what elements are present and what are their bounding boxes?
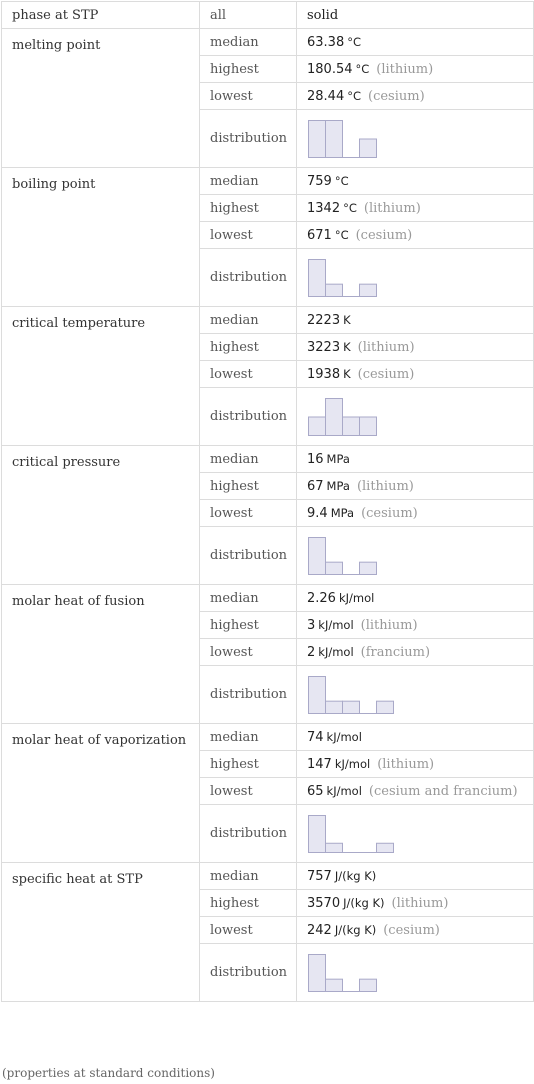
value-unit: kJ/mol <box>326 729 362 744</box>
value-number: 3570 <box>307 895 341 911</box>
stat-label-highest: highest <box>200 751 297 778</box>
element-note: (cesium) <box>368 88 425 104</box>
histogram-bar <box>309 417 326 436</box>
distribution-histogram <box>307 535 377 576</box>
stat-row-median <box>2 863 534 890</box>
value-unit: K <box>343 366 351 381</box>
stat-label-median: median <box>200 585 297 612</box>
value-number: 74 <box>307 729 324 745</box>
stat-label-median: median <box>200 29 297 56</box>
stat-label-distribution: distribution <box>200 944 297 1002</box>
distribution-cell <box>297 110 534 168</box>
stat-value-median <box>297 724 534 751</box>
property-name: boiling point <box>2 168 200 307</box>
stat-value-lowest <box>297 222 534 249</box>
header-filter: all <box>200 2 297 29</box>
property-name: melting point <box>2 29 200 168</box>
element-note: (cesium) <box>355 227 413 243</box>
element-note: (lithium) <box>357 339 415 355</box>
stat-value-highest <box>297 890 534 917</box>
value-unit: MPa <box>330 505 355 520</box>
stat-label-highest: highest <box>200 473 297 500</box>
value-unit: °C <box>334 227 349 242</box>
histogram-bar <box>326 284 343 296</box>
element-note: (cesium) <box>357 366 415 382</box>
histogram-bar <box>309 538 326 575</box>
value-unit: °C <box>347 88 361 103</box>
value-number: 2 <box>307 644 316 660</box>
header-phase: solid <box>297 2 534 29</box>
value-number: 28.44 <box>307 88 345 104</box>
value-number: 242 <box>307 922 332 938</box>
stat-label-lowest: lowest <box>200 222 297 249</box>
histogram-bar <box>309 677 326 714</box>
stat-label-distribution: distribution <box>200 110 297 168</box>
value-unit: °C <box>334 173 349 188</box>
stat-value-lowest <box>297 500 534 527</box>
stat-label-median: median <box>200 168 297 195</box>
element-note: (lithium) <box>360 617 418 633</box>
value-number: 2223 <box>307 312 341 328</box>
value-number: 757 <box>307 868 332 884</box>
distribution-cell <box>297 666 534 724</box>
stat-value-highest <box>297 612 534 639</box>
element-note: (lithium) <box>356 478 414 494</box>
header-property: phase at STP <box>2 2 200 29</box>
property-name: molar heat of vaporization <box>2 724 200 863</box>
histogram-bar <box>309 121 326 158</box>
value-number: 1342 <box>307 200 341 216</box>
stat-row-median <box>2 585 534 612</box>
value-number: 147 <box>307 756 332 772</box>
value-number: 1938 <box>307 366 341 382</box>
stat-label-lowest: lowest <box>200 639 297 666</box>
stat-value-median <box>297 446 534 473</box>
stat-row-median <box>2 724 534 751</box>
property-name: critical temperature <box>2 307 200 446</box>
stat-label-median: median <box>200 446 297 473</box>
value-unit: J/(kg K) <box>334 868 377 883</box>
histogram-bar <box>326 399 343 436</box>
stat-value-highest <box>297 334 534 361</box>
histogram-bar <box>360 284 377 296</box>
stat-value-lowest <box>297 83 534 110</box>
value-number: 671 <box>307 227 332 243</box>
histogram-bar <box>343 701 360 713</box>
histogram-bar <box>326 843 343 852</box>
value-unit: J/(kg K) <box>334 922 377 937</box>
histogram-bar <box>326 701 343 713</box>
stat-label-median: median <box>200 863 297 890</box>
histogram-bar <box>309 955 326 992</box>
value-unit: °C <box>355 61 370 76</box>
property-name: critical pressure <box>2 446 200 585</box>
header-row <box>2 2 534 29</box>
histogram-bar <box>360 979 377 991</box>
value-number: 9.4 <box>307 505 328 521</box>
value-number: 63.38 <box>307 34 345 50</box>
stat-label-lowest: lowest <box>200 83 297 110</box>
stat-label-highest: highest <box>200 334 297 361</box>
histogram-bar <box>343 417 360 436</box>
stat-label-median: median <box>200 307 297 334</box>
histogram-bar <box>377 701 394 713</box>
stat-value-highest <box>297 195 534 222</box>
stat-label-lowest: lowest <box>200 778 297 805</box>
stat-value-median <box>297 863 534 890</box>
distribution-histogram <box>307 257 377 298</box>
stat-label-distribution: distribution <box>200 249 297 307</box>
stat-value-median <box>297 585 534 612</box>
stat-value-lowest <box>297 778 534 805</box>
histogram-bar <box>326 979 343 991</box>
stat-label-distribution: distribution <box>200 388 297 446</box>
stat-value-lowest <box>297 361 534 388</box>
value-unit: K <box>343 339 351 354</box>
distribution-cell <box>297 388 534 446</box>
stat-label-median: median <box>200 724 297 751</box>
histogram-bar <box>309 260 326 297</box>
value-unit: K <box>343 312 351 327</box>
stat-label-lowest: lowest <box>200 500 297 527</box>
stat-row-median <box>2 29 534 56</box>
stat-value-highest <box>297 473 534 500</box>
element-note: (cesium and francium) <box>368 783 518 799</box>
element-note: (francium) <box>360 644 431 660</box>
histogram-bar <box>309 816 326 853</box>
distribution-histogram <box>307 674 394 715</box>
property-name: molar heat of fusion <box>2 585 200 724</box>
stat-label-distribution: distribution <box>200 666 297 724</box>
properties-table <box>1 1 534 1002</box>
distribution-histogram <box>307 396 377 437</box>
value-unit: kJ/mol <box>318 644 354 659</box>
stat-value-highest <box>297 56 534 83</box>
stat-value-median <box>297 307 534 334</box>
histogram-bar <box>326 121 343 158</box>
distribution-cell <box>297 944 534 1002</box>
histogram-bar <box>360 139 377 158</box>
distribution-cell <box>297 249 534 307</box>
value-unit: J/(kg K) <box>343 895 385 910</box>
stat-label-highest: highest <box>200 56 297 83</box>
stat-value-lowest <box>297 639 534 666</box>
value-number: 65 <box>307 783 324 799</box>
stat-value-median <box>297 29 534 56</box>
element-note: (lithium) <box>377 756 435 772</box>
stat-label-distribution: distribution <box>200 527 297 585</box>
distribution-cell <box>297 805 534 863</box>
value-number: 3223 <box>307 339 341 355</box>
stat-value-lowest <box>297 917 534 944</box>
value-unit: kJ/mol <box>318 617 354 632</box>
element-note: (cesium) <box>361 505 418 521</box>
value-number: 2.26 <box>307 590 336 606</box>
stat-label-highest: highest <box>200 890 297 917</box>
stat-label-lowest: lowest <box>200 361 297 388</box>
histogram-bar <box>326 562 343 574</box>
value-number: 16 <box>307 451 324 467</box>
distribution-histogram <box>307 118 377 159</box>
stat-label-highest: highest <box>200 195 297 222</box>
value-unit: kJ/mol <box>326 783 362 798</box>
element-note: (lithium) <box>376 61 434 77</box>
element-note: (lithium) <box>391 895 449 911</box>
value-unit: kJ/mol <box>334 756 371 771</box>
distribution-cell <box>297 527 534 585</box>
value-unit: °C <box>347 34 361 49</box>
value-number: 180.54 <box>307 61 353 77</box>
footnote: (properties at standard conditions) <box>2 1066 215 1080</box>
distribution-histogram <box>307 952 377 993</box>
stat-label-highest: highest <box>200 612 297 639</box>
value-number: 759 <box>307 173 332 189</box>
distribution-histogram <box>307 813 394 854</box>
element-note: (cesium) <box>383 922 440 938</box>
stat-row-median <box>2 307 534 334</box>
property-name: specific heat at STP <box>2 863 200 1002</box>
histogram-bar <box>360 562 377 574</box>
stat-row-median <box>2 168 534 195</box>
value-number: 3 <box>307 617 316 633</box>
histogram-bar <box>377 843 394 852</box>
element-note: (lithium) <box>363 200 421 216</box>
value-unit: °C <box>343 200 357 215</box>
value-unit: kJ/mol <box>338 590 375 605</box>
value-unit: MPa <box>326 451 350 466</box>
stat-value-median <box>297 168 534 195</box>
stat-label-distribution: distribution <box>200 805 297 863</box>
histogram-bar <box>360 417 377 436</box>
value-unit: MPa <box>326 478 350 493</box>
stat-label-lowest: lowest <box>200 917 297 944</box>
stat-value-highest <box>297 751 534 778</box>
value-number: 67 <box>307 478 324 494</box>
stat-row-median <box>2 446 534 473</box>
